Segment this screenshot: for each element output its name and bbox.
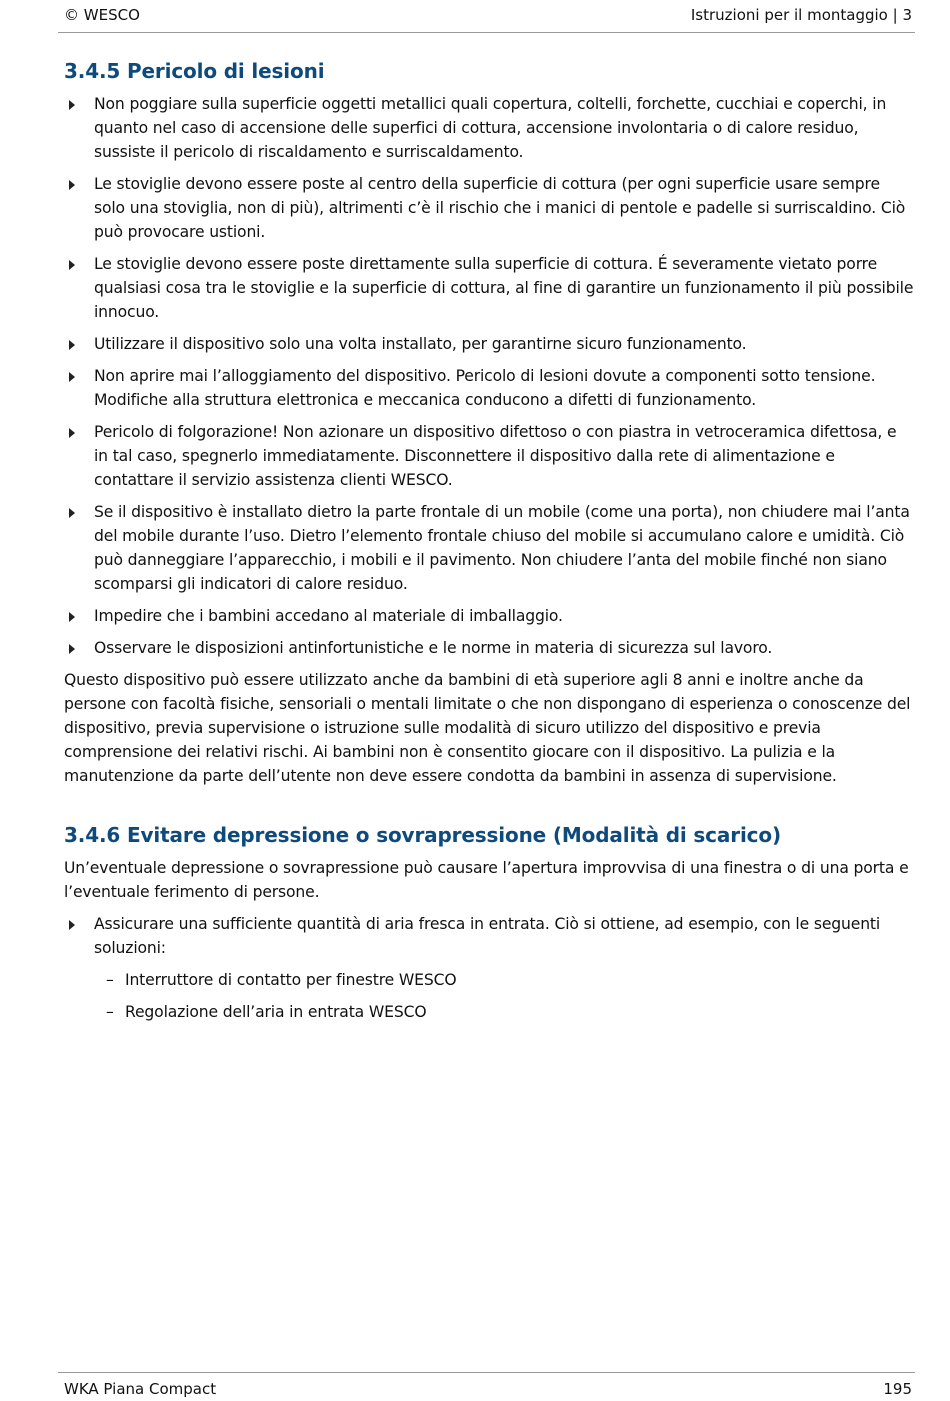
sub-list-text: Interruttore di contatto per finestre WESCO (125, 971, 457, 989)
section-346-intro: Un’eventuale depressione o sovrapressione può causare l’apertura improvvisa di una finestra o di una porta e l’eventuale ferimento di persone. (64, 859, 909, 901)
triangle-right-icon (69, 260, 75, 270)
section-345-bullet-list (64, 92, 915, 660)
page-header (58, 6, 915, 33)
bullet-text: Le stoviglie devono essere poste direttamente sulla superficie di cottura. É severamente vietato porre qualsiasi cosa tra le stoviglie e la superficie di cottura, al fine di garantire un funzionamento il più possibile innocuo. (94, 255, 914, 321)
dash-marker: – (106, 971, 114, 989)
sub-list-item (64, 968, 915, 992)
bullet-text: Utilizzare il dispositivo solo una volta installato, per garantirne sicuro funzionamento. (94, 335, 747, 353)
sub-list-text: Regolazione dell’aria in entrata WESCO (125, 1003, 427, 1021)
dash-marker: – (106, 1003, 114, 1021)
page-content (64, 58, 915, 1024)
bullet-item (64, 604, 915, 628)
triangle-right-icon (69, 612, 75, 622)
bullet-text: Non aprire mai l’alloggiamento del dispositivo. Pericolo di lesioni dovute a componenti sotto tensione. Modifiche alla struttura elettronica e meccanica conducono a difetti di funzionamento. (94, 367, 876, 409)
page-footer (58, 1372, 915, 1401)
bullet-item (64, 332, 915, 356)
bullet-text: Impedire che i bambini accedano al materiale di imballaggio. (94, 607, 563, 625)
triangle-right-icon (69, 372, 75, 382)
triangle-right-icon (69, 644, 75, 654)
bullet-item (64, 636, 915, 660)
section-345-title: 3.4.5 Pericolo di lesioni (64, 59, 325, 83)
triangle-right-icon (69, 100, 75, 110)
bullet-text: Se il dispositivo è installato dietro la parte frontale di un mobile (come una porta), non chiudere mai l’anta del mobile durante l’uso. Dietro l’elemento frontale chiuso del mobile si accumulano calore e umidità. Ciò può danneggiare l’apparecchio, i mobili e il pavimento. Non chiudere l’anta del mobile finché non siano scomparsi gli indicatori di calore residuo. (94, 503, 910, 593)
triangle-right-icon (69, 180, 75, 190)
bullet-item (64, 500, 915, 596)
section-346-bullet-list (64, 912, 915, 960)
bullet-text: Assicurare una sufficiente quantità di aria fresca in entrata. Ciò si ottiene, ad esempio, con le seguenti soluzioni: (94, 915, 881, 957)
page-number: 195 (883, 1380, 912, 1398)
bullet-item (64, 92, 915, 164)
bullet-text: Le stoviglie devono essere poste al centro della superficie di cottura (per ogni superficie usare sempre solo una stoviglia, non di più), altrimenti c’è il rischio che i manici di pentole e padelle si surriscaldino. Ciò può provocare ustioni. (94, 175, 906, 241)
header-copyright: © WESCO (64, 6, 140, 24)
triangle-right-icon (69, 508, 75, 518)
footer-product-name: WKA Piana Compact (64, 1380, 217, 1398)
section-345-paragraph: Questo dispositivo può essere utilizzato anche da bambini di età superiore agli 8 anni e inoltre anche da persone con facoltà fisiche, sensoriali o mentali limitate o che non dispongano di esperienza o conoscenze del dispositivo, previa supervisione o istruzione sulle modalità di sicuro utilizzo del dispositivo e previa comprensione dei relativi rischi. Ai bambini non è consentito giocare con il dispositivo. La pulizia e la manutenzione da parte dell’utente non deve essere condotta da bambini in assenza di supervisione. (64, 671, 911, 785)
sub-list-item (64, 1000, 915, 1024)
bullet-item (64, 252, 915, 324)
bullet-text: Pericolo di folgorazione! Non azionare un dispositivo difettoso o con piastra in vetroceramica difettosa, e in tal caso, spegnerlo immediatamente. Disconnettere il dispositivo dalla rete di alimentazione e contattare il servizio assistenza clienti WESCO. (94, 423, 897, 489)
bullet-item (64, 420, 915, 492)
triangle-right-icon (69, 428, 75, 438)
bullet-item (64, 912, 915, 960)
bullet-item (64, 364, 915, 412)
bullet-item (64, 172, 915, 244)
bullet-text: Osservare le disposizioni antinfortunistiche e le norme in materia di sicurezza sul lavoro. (94, 639, 773, 657)
section-346-title: 3.4.6 Evitare depressione o sovrapressione (Modalità di scarico) (64, 823, 781, 847)
header-chapter: Istruzioni per il montaggio | 3 (690, 6, 912, 24)
triangle-right-icon (69, 920, 75, 930)
triangle-right-icon (69, 340, 75, 350)
section-346-sub-list (64, 968, 915, 1024)
bullet-text: Non poggiare sulla superficie oggetti metallici quali copertura, coltelli, forchette, cucchiai e coperchi, in quanto nel caso di accensione delle superfici di cottura, accensione involontaria o di calore residuo, sussiste il pericolo di riscaldamento e surriscaldamento. (94, 95, 887, 161)
